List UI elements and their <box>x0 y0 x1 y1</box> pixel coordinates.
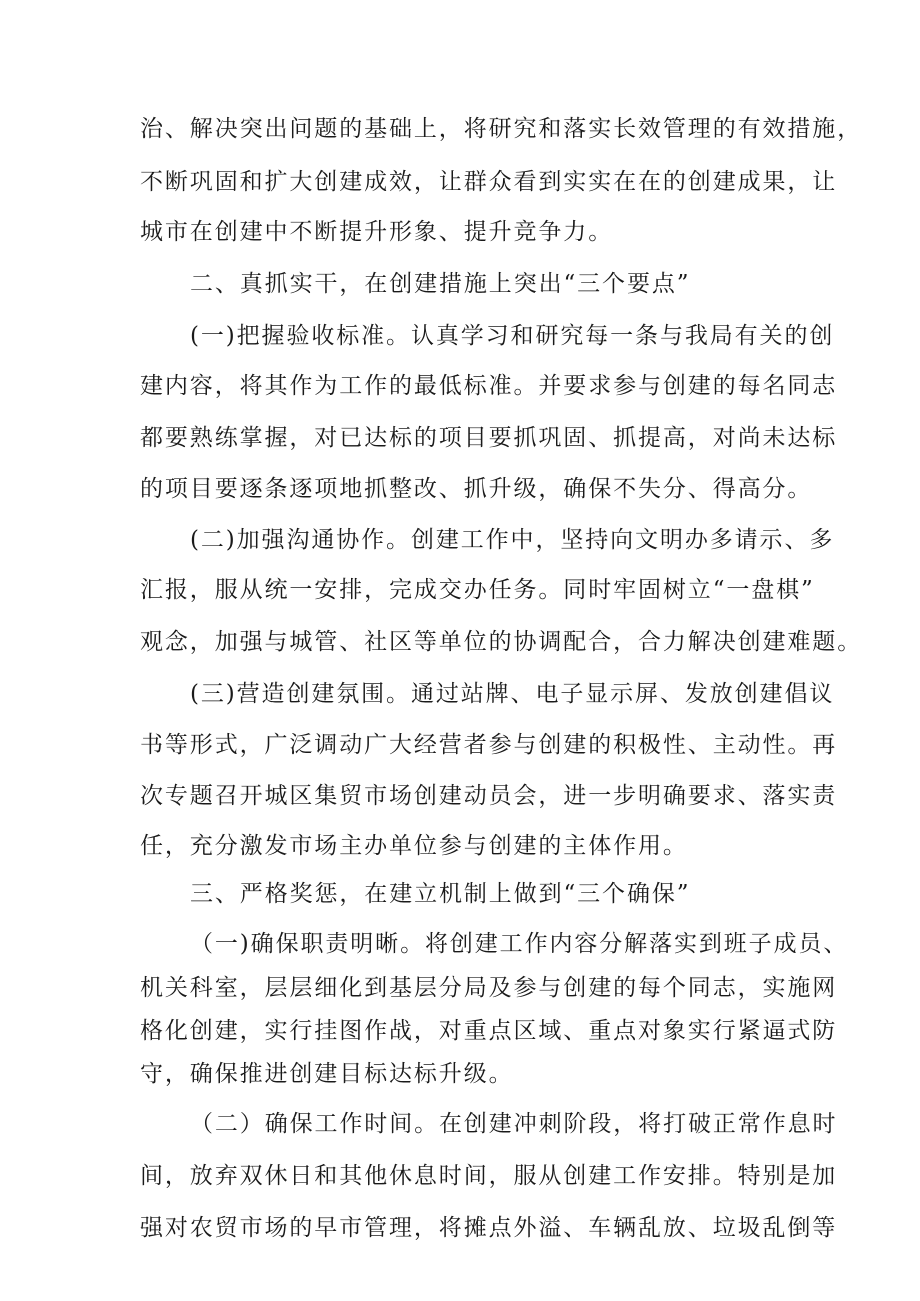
paragraph-line: 城市在创建中不断提升形象、提升竞争力。 <box>140 219 614 245</box>
paragraph-line: 建内容，将其作为工作的最低标准。并要求参与创建的每名同志 <box>140 373 838 399</box>
paragraph-line: 汇报，服从统一安排，完成交办任务。同时牢固树立“一盘棋” <box>140 577 815 603</box>
paragraph-line: 都要熟练掌握，对已达标的项目要抓巩固、抓提高，对尚未达标 <box>140 425 838 451</box>
paragraph-line: 的项目要逐条逐项地抓整改、抓升级，确保不失分、得高分。 <box>140 476 813 502</box>
paragraph-line: (一)把握验收标准。认真学习和研究每一条与我局有关的创 <box>190 323 835 349</box>
paragraph-line: (三)营造创建氛围。通过站牌、电子显示屏、发放创建倡议 <box>190 681 835 707</box>
paragraph-line: 间，放弃双休日和其他休息时间，服从创建工作安排。特别是加 <box>140 1163 838 1189</box>
paragraph-line: (二)加强沟通协作。创建工作中，坚持向文明办多请示、多 <box>190 527 835 553</box>
paragraph-line: 强对农贸市场的早市管理，将摊点外溢、车辆乱放、垃圾乱倒等 <box>140 1215 838 1241</box>
paragraph-line: 不断巩固和扩大创建成效，让群众看到实实在在的创建成果，让 <box>140 169 838 195</box>
paragraph-line: 格化创建，实行挂图作战，对重点区域、重点对象实行紧逼式防 <box>140 1018 838 1044</box>
paragraph-line: 观念，加强与城管、社区等单位的协调配合，合力解决创建难题。 <box>140 629 863 655</box>
paragraph-line: 次专题召开城区集贸市场创建动员会，进一步明确要求、落实责 <box>140 783 838 809</box>
section-heading: 三、严格奖惩，在建立机制上做到“三个确保” <box>190 881 691 907</box>
paragraph-line: 守，确保推进创建目标达标升级。 <box>140 1061 514 1087</box>
paragraph-line: 任，充分激发市场主办单位参与创建的主体作用。 <box>140 833 688 859</box>
paragraph-line: 治、解决突出问题的基础上，将研究和落实长效管理的有效措施， <box>140 116 863 142</box>
section-heading: 二、真抓实干，在创建措施上突出“三个要点” <box>190 271 691 297</box>
paragraph-line: （一)确保职责明晰。将创建工作内容分解落实到班子成员、 <box>190 931 849 957</box>
paragraph-line: （二）确保工作时间。在创建冲刺阶段，将打破正常作息时 <box>190 1111 838 1137</box>
paragraph-line: 机关科室，层层细化到基层分局及参与创建的每个同志，实施网 <box>140 975 838 1001</box>
paragraph-line: 书等形式，广泛调动广大经营者参与创建的积极性、主动性。再 <box>140 732 838 758</box>
